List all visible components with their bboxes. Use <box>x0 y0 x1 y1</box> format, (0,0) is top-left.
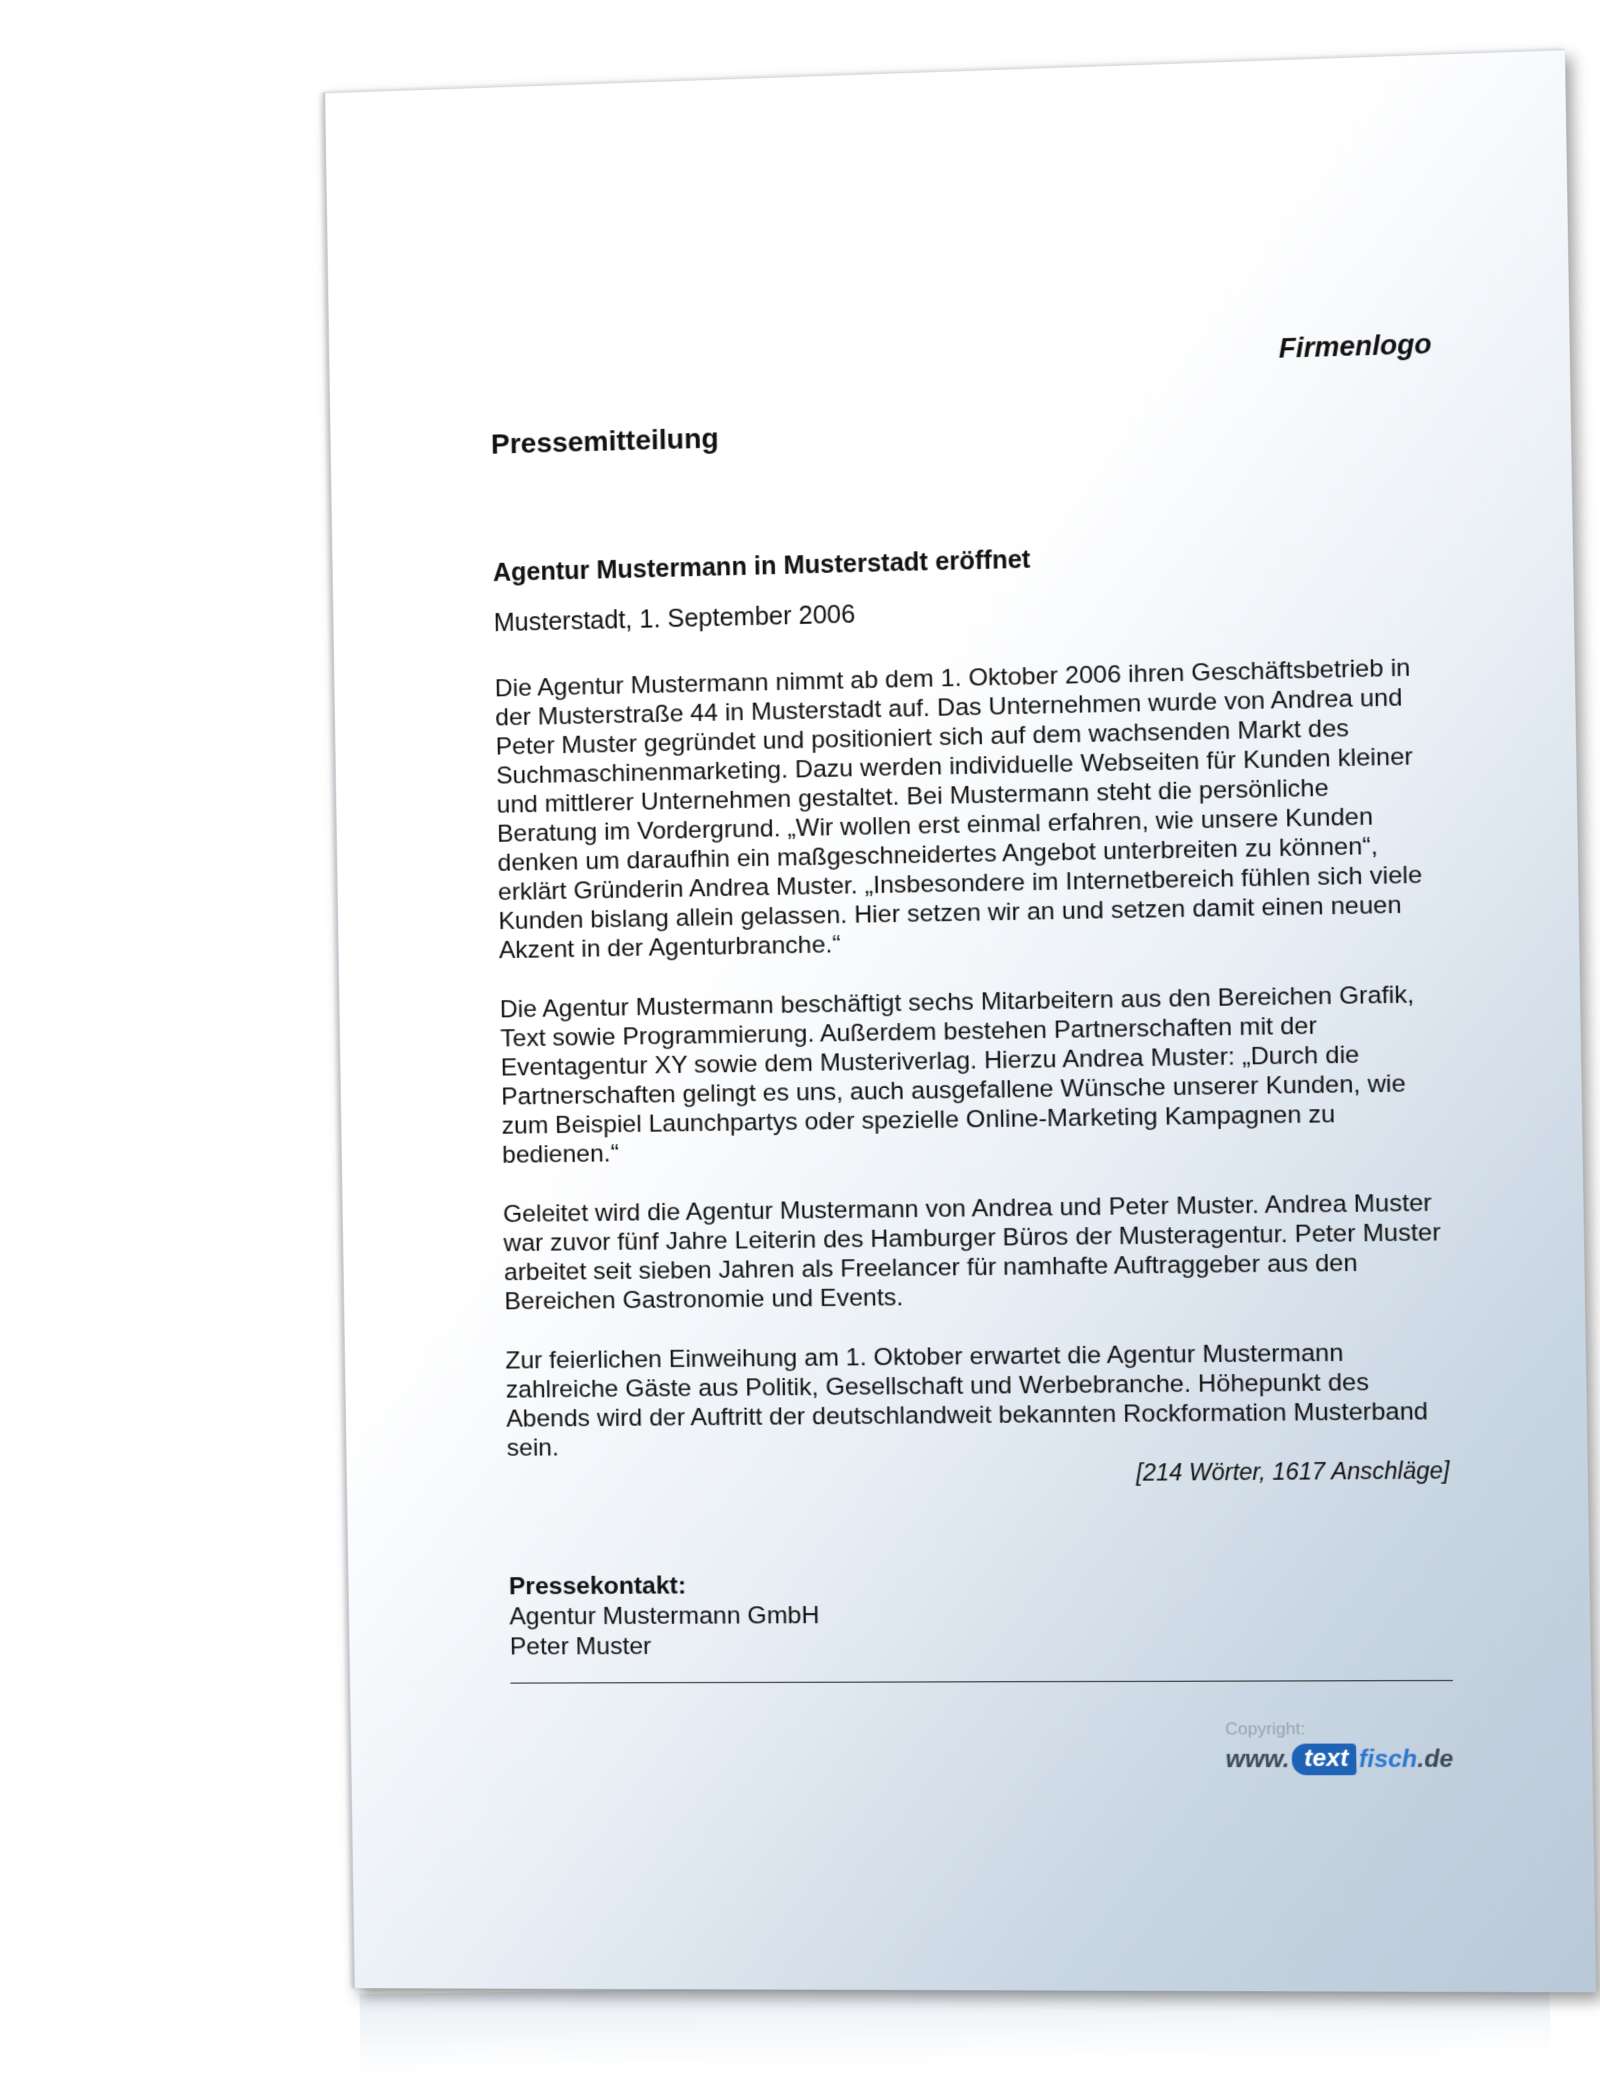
page-content <box>485 55 1454 1773</box>
body-paragraph: Zur feierlichen Einweihung am 1. Oktober erwartet die Agentur Mustermann zahlreiche Gäste aus Politik, Gesellschaft und Werbebranche. Höhepunkt des Abends wird der Auftritt der deutschlandweit bekannten Rockformation Musterband sein. <box>505 1339 1429 1462</box>
press-contact-person: Peter Muster <box>509 1632 652 1661</box>
fish-icon <box>1291 1744 1357 1776</box>
word-count: [214 Wörter, 1617 Anschläge] <box>1135 1457 1450 1486</box>
brand-text: text <box>1303 1744 1349 1773</box>
copyright-label: Copyright: <box>1224 1719 1306 1739</box>
brand-prefix: www. <box>1225 1745 1290 1773</box>
company-logo-placeholder: Firmenlogo <box>1278 328 1432 364</box>
body-paragraph: Geleitet wird die Agentur Mustermann von Andrea und Peter Muster. Andrea Muster war zuvor fünf Jahre Leiterin des Hamburger Büros der Musteragentur. Peter Muster arbeitet seit sieben Jahren als Freelancer für namhafte Auftraggeber aus den Bereichen Gastronomie und Events. <box>502 1189 1441 1316</box>
document-page <box>323 49 1596 1992</box>
body-paragraph: Die Agentur Mustermann nimmt ab dem 1. Oktober 2006 ihren Geschäftsbetrieb in der Musterstraße 44 in Musterstadt auf. Das Unternehmen wurde von Andrea und Peter Muster gegründet und positioniert sich auf dem wachsenden Markt des Suchmaschinenmarketing. Dazu werden individuelle Webseiten für Kunden kleiner und mittlerer Unternehmen gestaltet. Bei Mustermann steht die persönliche Beratung im Vordergrund. „Wir wollen erst einmal erfahren, wie unsere Kunden denken um daraufhin ein maßgeschneidertes Angebot unterbreiten zu können“, erklärt Gründerin Andrea Muster. „Insbesondere im Internetbereich fühlen sich viele Kunden bislang allein gelassen. Hier setzen wir an und setzen damit einen neuen Akzent in der Agenturbranche.“ <box>494 654 1423 965</box>
press-contact <box>509 1571 820 1663</box>
dateline: Musterstadt, 1. September 2006 <box>493 600 856 638</box>
press-contact-label: Pressekontakt: <box>508 1572 687 1601</box>
press-contact-company: Agentur Mustermann GmbH <box>509 1601 820 1631</box>
document-title: Pressemitteilung <box>490 422 719 460</box>
brand-suffix: .de <box>1416 1744 1454 1773</box>
brand-fisch: fisch <box>1358 1744 1418 1773</box>
press-headline: Agentur Mustermann in Musterstadt eröffnet <box>492 545 1031 588</box>
footer-divider <box>510 1680 1453 1684</box>
body-paragraph: Die Agentur Mustermann beschäftigt sechs Mitarbeitern aus den Bereichen Grafik, Text sowie Programmierung. Außerdem bestehen Partnerschaften mit der Eventagentur XY sowie dem Musteriverlag. Hierzu Andrea Muster: „Durch die Partnerschaften gelingt es uns, auch ausgefallene Wünsche unserer Kunden, wie zum Beispiel Launchpartys oder spezielle Online-Marketing Kampagnen zu bedienen.“ <box>499 981 1415 1169</box>
press-body <box>495 653 1450 1493</box>
textfisch-logo <box>1225 1743 1453 1775</box>
